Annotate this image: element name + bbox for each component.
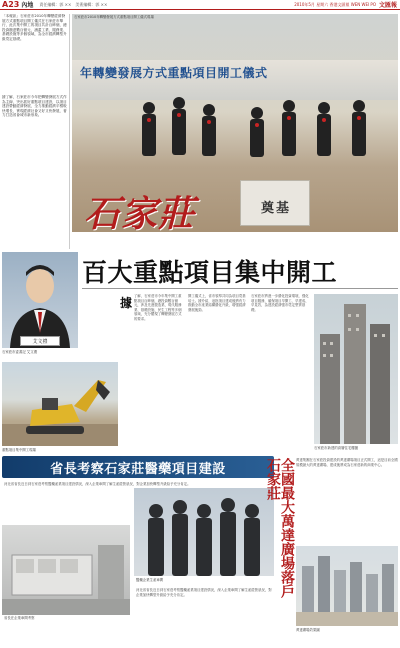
article-column-2: 開工儀式上，省市領導共同為項目奠基培土。據介紹，這批項目建成後將有力推動全市產業結構優化升級，增強經濟發展後勁。 bbox=[188, 294, 246, 312]
building-photo bbox=[314, 294, 398, 444]
city-logo-title: 石家莊 bbox=[84, 193, 196, 235]
excavator-caption: 重點項目集中開工現場 bbox=[2, 448, 36, 452]
newspaper-name: 文匯報 bbox=[378, 2, 397, 9]
article-dropcap: 據 bbox=[120, 296, 133, 310]
section2-caption-a: 省長在企業車間考察 bbox=[4, 616, 35, 620]
article-column-1: 了解，石家莊市今年集中開工重點項目百餘個，總投資數百億元，涉及先進製造業、現代服務業、基礎設施、民生工程等多個領域，充分體現了轉變發展方式的要求。 bbox=[134, 294, 182, 321]
top-photo-caption: 石家莊市2010年轉變發展方式重點項目開工儀式現場 bbox=[74, 15, 154, 19]
section3-headline: 全國最大萬達廣場落戶石家莊 bbox=[265, 458, 295, 598]
page-header bbox=[0, 0, 400, 10]
section2-body: 河北省省長近日到石家莊考察醫藥產業項目建設情況，深入企業車間了解生產經營狀況，對企業加快轉型升級給予充分肯定。 bbox=[4, 482, 191, 486]
portrait-figure bbox=[2, 252, 78, 348]
left-column bbox=[2, 14, 70, 249]
left-column-lead: 「本報訊」石家莊市2010年轉變經濟發展方式重點項目開工儀式在石家莊市舉行，此次集中開工的項目共計百餘個，總投資額達數百億元，涵蓋工業、服務業、基礎設施等多個領域，為全市經濟轉型升級奠定基礎。 bbox=[2, 14, 67, 41]
wanda-plaza-figure bbox=[296, 546, 398, 626]
foundation-stone-text: 奠基 bbox=[261, 201, 292, 216]
portrait-name: 艾文禮 bbox=[32, 338, 48, 345]
officials-figure bbox=[134, 488, 274, 576]
section-name: 內地 bbox=[21, 2, 34, 9]
editor-meta: 責任編輯：郭 ×× 美術編輯：郭 ×× bbox=[39, 1, 108, 7]
section2-headline: 省長考察石家莊醫藥項目建設 bbox=[50, 461, 226, 477]
excavator-photo bbox=[2, 362, 118, 446]
wanda-plaza-photo bbox=[296, 546, 398, 626]
portrait-caption: 石家莊市委書記 艾文禮 bbox=[2, 350, 37, 354]
article-column-3: 石家莊市將進一步優化投資環境，強化項目服務，確保項目早開工、早建成、早見效，為建設經濟強市奠定堅實基礎。 bbox=[251, 294, 309, 312]
section2-banner bbox=[2, 456, 274, 478]
portrait-name-tag bbox=[20, 336, 60, 346]
page-number: A23 bbox=[2, 0, 20, 9]
main-headline: 百大重點項目集中開工 bbox=[82, 258, 338, 287]
banner-text: 年轉變發展方式重點項目開工儀式 bbox=[80, 66, 268, 80]
factory-figure bbox=[2, 525, 130, 615]
foundation-stone bbox=[240, 180, 310, 226]
officials-photo bbox=[134, 488, 274, 576]
section3-caption: 萬達廣場效果圖 bbox=[296, 628, 320, 632]
building-caption: 石家莊市新建的高層住宅樓盤 bbox=[314, 446, 359, 450]
factory-photo bbox=[2, 525, 130, 615]
dignitaries-figures bbox=[72, 84, 398, 194]
excavator-figure bbox=[2, 362, 118, 446]
building-figure bbox=[314, 294, 398, 444]
header-date: 2010年5月 星期六 香港文匯報 WEN WEI PO bbox=[294, 1, 376, 7]
section2-extra-text: 河北省省長近日到石家莊考察醫藥產業項目建設情況，深入企業車間了解生產經營狀況，對企業加快轉型升級給予充分肯定。 bbox=[136, 588, 272, 597]
portrait-photo bbox=[2, 252, 78, 348]
section3-body: 萬達集團在石家莊投資建設的萬達廣場項目正式開工，這是目前全國規模最大的萬達廣場，建成後將成為石家莊新的商業中心。 bbox=[296, 458, 398, 467]
left-column-body: 據了解，石家莊市今年把轉變發展方式作為主線，突出抓好重點項目建設，以項目建設帶動經濟發展，全力推動經濟平穩較快增長，實現經濟社會又好又快發展，著力打造省會城市新形象。 bbox=[2, 95, 67, 118]
headline-rule bbox=[82, 288, 398, 289]
section2-caption-b: 醫藥企業生產車間 bbox=[136, 578, 164, 582]
